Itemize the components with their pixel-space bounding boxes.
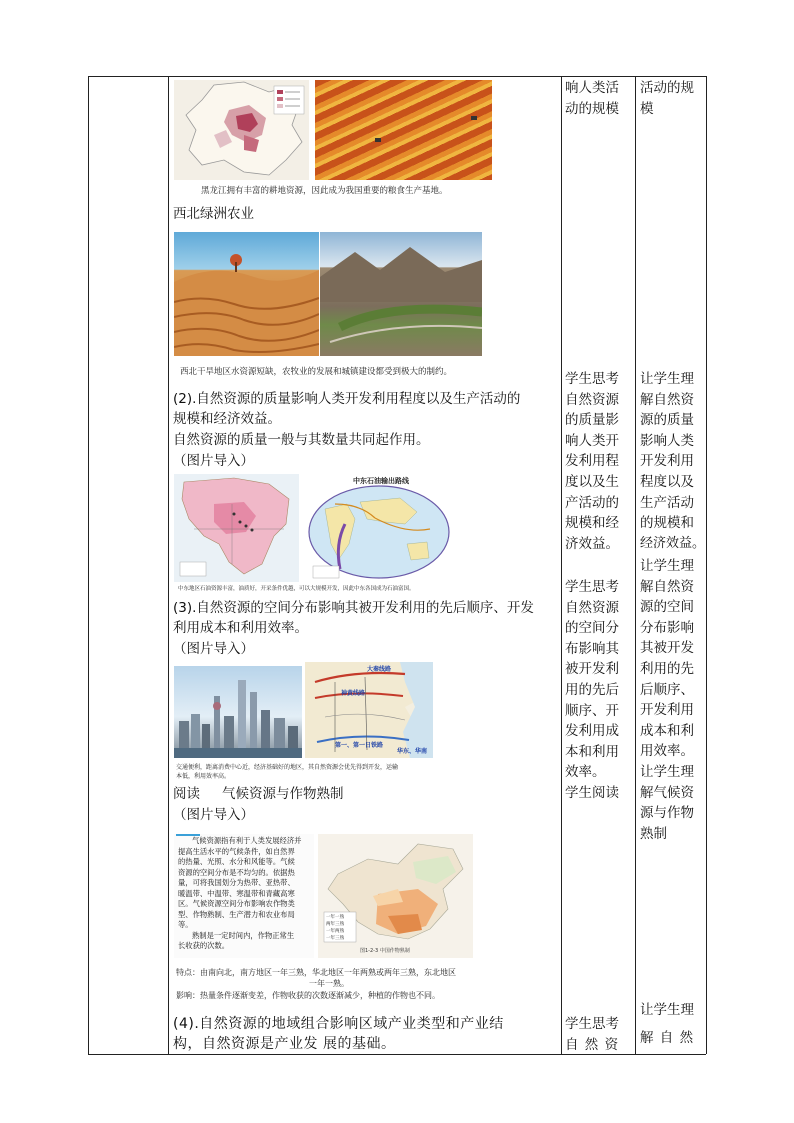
point2-line2: 规模和经济效益。 xyxy=(173,411,281,427)
intent-line: 后顺序、 xyxy=(640,681,694,698)
point3-line1: (3).自然资源的空间分布影响其被开发利用的先后顺序、开发 xyxy=(173,600,534,616)
student-line: 自 然 资 xyxy=(565,1036,620,1053)
heilongjiang-map-image xyxy=(174,80,309,180)
oil-export-routes-map-image xyxy=(305,474,453,582)
intent-line: 解 自 然 xyxy=(640,1030,695,1046)
intent-line: 解气候资 xyxy=(640,784,694,801)
intent-line: 经济效益。 xyxy=(640,535,706,551)
intent-line: 让学生理 xyxy=(640,764,694,780)
intent-top xyxy=(640,78,694,119)
intent-line: 开发利用 xyxy=(640,702,694,719)
student-line: 学生思考 xyxy=(565,579,619,595)
student-line: 响人类开 xyxy=(565,432,619,449)
intent-block-quality xyxy=(640,369,705,554)
feature-line2: 一年一熟。 xyxy=(309,979,349,988)
student-top xyxy=(565,78,619,119)
climate-text-line: 熟制是一定时间内，作物正常生 xyxy=(192,930,295,940)
oasis-caption: 西北干旱地区水资源短缺，农牧业的发展和城镇建设都受到极大的制约。 xyxy=(180,367,453,377)
student-line: 产活动的 xyxy=(565,494,619,511)
crop-legend xyxy=(326,914,344,942)
intent-line: 利用的先 xyxy=(640,660,694,677)
crop-map-title: 图1-2-3 中国作物熟制 xyxy=(360,948,410,954)
image-import-label-1: （图片导入） xyxy=(173,453,254,469)
climate-text-line: 资源的空间分布是不均匀的。依据热 xyxy=(178,867,295,877)
intent-block-spatial xyxy=(640,556,694,762)
intent-line: 熟制 xyxy=(640,825,667,842)
intent-line: 用效率。 xyxy=(640,743,694,760)
student-line: 顺序、开 xyxy=(565,702,619,719)
combine-harvester-1 xyxy=(375,138,381,142)
oil-map-title: 中东石油输出路线 xyxy=(353,477,409,485)
quality-note: 自然资源的质量一般与其数量共同起作用。 xyxy=(173,432,430,448)
point4-line2: 构，自然资源是产业发 展的基础。 xyxy=(173,1036,396,1052)
student-line: 的质量影 xyxy=(565,412,619,429)
climate-text-line: 暖温带、中温带、寒温带和青藏高寒 xyxy=(178,888,295,898)
intent-line: 源的空间 xyxy=(640,599,694,616)
crop-legend-item: 一年三熟 xyxy=(326,936,344,941)
route-label-4: 第一、第一日铁路 xyxy=(335,742,384,749)
student-line: 被开发利 xyxy=(565,661,619,678)
crop-legend-item: 一年一熟 xyxy=(326,915,344,920)
intent-line: 让学生理 xyxy=(640,558,694,574)
route-label-3: 华东、华南 xyxy=(397,748,428,755)
student-line: 用的先后 xyxy=(565,681,619,698)
oasis-valley-image xyxy=(320,232,482,356)
farmland-harvest-image xyxy=(315,80,492,180)
student-line: 学生阅读 xyxy=(565,785,619,801)
student-line: 济效益。 xyxy=(565,535,619,552)
student-line: 自然资源 xyxy=(565,391,619,408)
table-divider-1 xyxy=(168,76,169,1054)
table-divider-2 xyxy=(561,76,562,1054)
image-import-label-3: （图片导入） xyxy=(173,807,254,823)
desert-dunes-image xyxy=(174,232,319,356)
reading-title: 气候资源与作物熟制 xyxy=(222,786,344,802)
route-label-2: 神黄线路 xyxy=(341,690,366,697)
climate-text-line: 量，可将我国划分为热带、亚热带、 xyxy=(178,878,295,887)
transport-caption-line2: 本低，利用效率高。 xyxy=(176,773,231,780)
image-import-label-2: （图片导入） xyxy=(173,641,254,657)
railway-routes-map-image xyxy=(305,662,433,758)
climate-text-line: 等。 xyxy=(178,920,193,929)
point2-line1: (2).自然资源的质量影响人类开发利用程度以及生产活动的 xyxy=(173,391,521,407)
student-block-spatial xyxy=(565,577,619,783)
intent-line: 开发利用 xyxy=(640,453,694,470)
intent-block-climate xyxy=(640,762,694,844)
intent-line: 分布影响 xyxy=(640,619,694,636)
intent-line: 程度以及 xyxy=(640,473,694,490)
student-line: 自然资源 xyxy=(565,599,619,616)
feature-line1: 特点：由南向北，南方地区一年三熟，华北地区一年两熟或两年三熟，东北地区 xyxy=(176,968,456,977)
climate-text-line: 提高生活水平的气候条件，如自然界 xyxy=(178,846,295,856)
student-line: 发利用程 xyxy=(565,453,619,470)
intent-line: 其被开发 xyxy=(640,640,694,657)
point4-line1: (4).自然资源的地域组合影响区域产业类型和产业结 xyxy=(173,1016,504,1032)
student-line: 度以及生 xyxy=(565,473,619,490)
crop-legend-item: 一年两熟 xyxy=(326,929,344,934)
climate-text-line: 的热量、光照、水分和风能等。气候 xyxy=(178,857,295,866)
student-reading xyxy=(565,783,619,804)
student-top-line: 动的规模 xyxy=(565,100,619,117)
student-line: 学生思考 xyxy=(565,371,619,387)
table-divider-3 xyxy=(635,76,636,1054)
table-border-right xyxy=(706,76,707,1054)
climate-text-line: 区。气候资源空间分布影响农作物类 xyxy=(178,899,295,908)
intent-line: 让学生理 xyxy=(640,371,694,387)
climate-text-line: 长收获的次数。 xyxy=(178,941,230,950)
intent-line: 生产活动 xyxy=(640,494,694,511)
student-top-line: 响人类活 xyxy=(565,80,619,96)
intent-line: 模 xyxy=(640,100,654,117)
middle-east-map-image xyxy=(174,474,299,582)
intent-line: 成本和利 xyxy=(640,722,694,739)
climate-text-line: 气候资源指有利于人类发展经济并 xyxy=(192,836,302,845)
heilongjiang-caption: 黑龙江拥有丰富的耕地资源，因此成为我国重要的粮食生产基地。 xyxy=(201,186,448,196)
student-line: 效率。 xyxy=(565,764,606,781)
table-border-top xyxy=(88,76,706,77)
reading-label: 阅读 xyxy=(173,786,200,802)
climate-text-panel xyxy=(174,834,314,958)
intent-line: 活动的规 xyxy=(640,80,694,96)
student-line: 发利用成 xyxy=(565,723,619,740)
route-label-1: 大秦线路 xyxy=(367,666,392,673)
intent-line: 源与作物 xyxy=(640,805,694,822)
intent-line: 解自然资 xyxy=(640,578,694,595)
oil-caption: 中东地区石油资源丰富，油质好，开采条件优越，可以大规模开发，因此中东各国成为石油富国。 xyxy=(178,586,415,592)
intent-line: 解自然资 xyxy=(640,391,694,408)
intent-line: 的规模和 xyxy=(640,515,694,532)
student-line: 的空间分 xyxy=(565,620,619,637)
student-line: 布影响其 xyxy=(565,640,619,657)
climate-text-lines xyxy=(178,836,301,952)
oasis-heading: 西北绿洲农业 xyxy=(173,206,254,222)
city-skyline-image xyxy=(174,666,302,758)
student-block-quality xyxy=(565,369,619,554)
student-line: 规模和经 xyxy=(565,515,619,532)
intent-block-regional xyxy=(640,996,694,1052)
crop-legend-item: 两年三熟 xyxy=(326,922,344,927)
intent-line: 影响人类 xyxy=(640,432,694,449)
student-line: 本和利用 xyxy=(565,743,619,760)
influence-line: 影响：热量条件逐渐变差，作物收获的次数逐渐减少，种植的作物也不同。 xyxy=(176,991,440,1000)
crop-ripening-map-image xyxy=(318,834,473,958)
student-line: 学生思考 xyxy=(565,1016,619,1032)
student-block-regional xyxy=(565,1014,619,1055)
intent-line: 源的质量 xyxy=(640,412,694,429)
combine-harvester-2 xyxy=(471,116,477,120)
climate-text-line: 型、作物熟制、生产潜力和农业布局 xyxy=(178,909,295,919)
intent-line: 让学生理 xyxy=(640,1002,694,1018)
point3-line2: 利用成本和利用效率。 xyxy=(173,620,308,636)
table-border-left xyxy=(88,76,89,1054)
transport-caption-line1: 交通便利，距离消费中心近，经济基础好的地区，其自然资源会优先得到开发，运输 xyxy=(176,764,399,771)
